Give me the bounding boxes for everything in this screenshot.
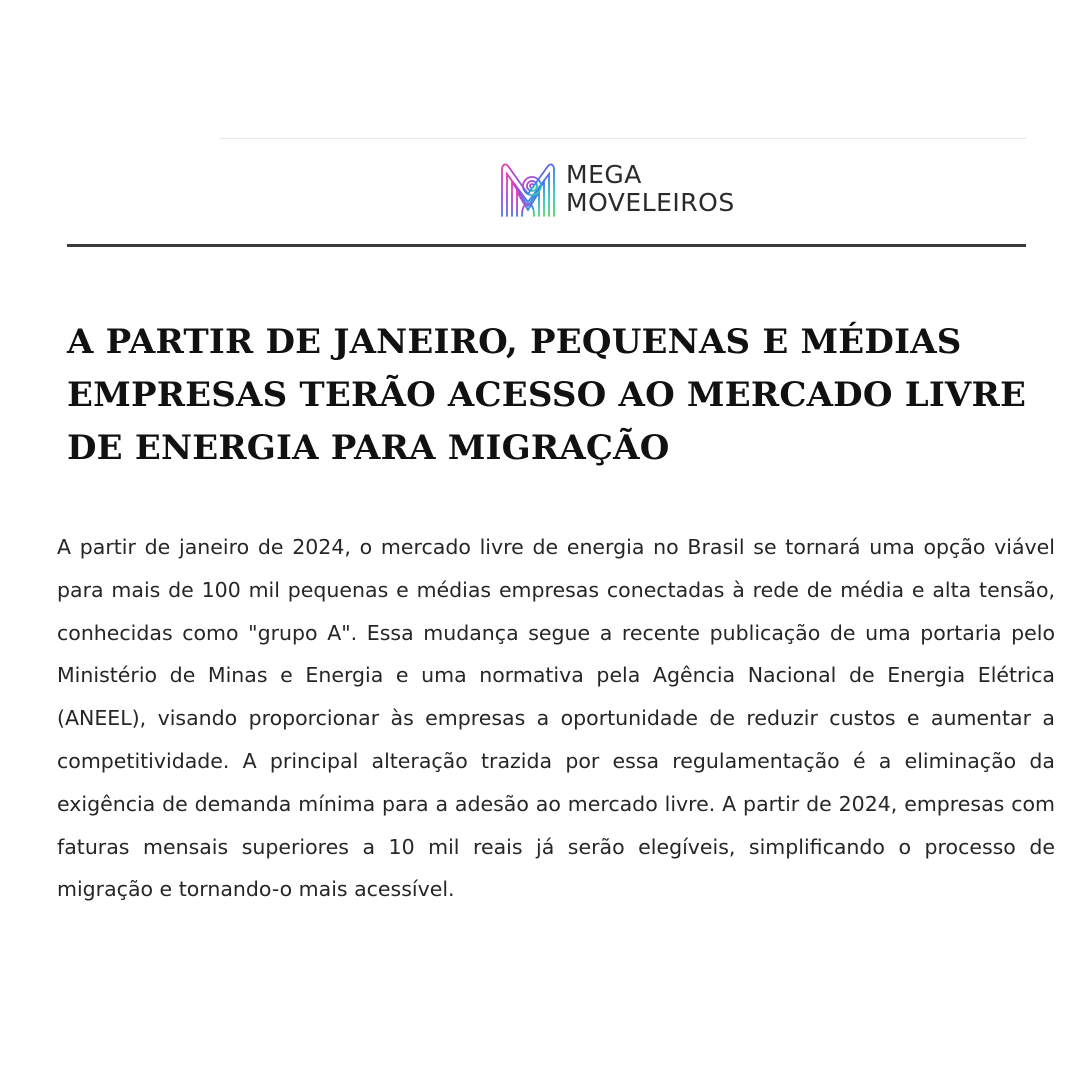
brand-line-1: MEGA [566, 160, 642, 189]
header-divider [67, 244, 1026, 247]
brand-line-2: MOVELEIROS [566, 188, 735, 217]
fingerprint-m-logo-icon [498, 160, 558, 218]
article-headline: A PARTIR DE JANEIRO, PEQUENAS E MÉDIAS EMPRESAS TERÃO ACESSO AO MERCADO LIVRE DE ENERGIA PARA MIGRAÇÃO [67, 322, 1027, 468]
brand-logo [498, 160, 735, 218]
top-divider [220, 138, 1026, 139]
article-body: A partir de janeiro de 2024, o mercado livre de energia no Brasil se tornará uma opção viável para mais de 100 mil pequenas e médias empresas conectadas à rede de média e alta tensão, conhecidas como "grupo A". Essa mudança segue a recente publicação de uma portaria pelo Ministério de Minas e Energia e uma normativa pela Agência Nacional de Energia Elétrica (ANEEL), visando proporcionar às empresas a oportunidade de reduzir custos e aumentar a competitividade. A principal alteração trazida por essa regulamentação é a eliminação da exigência de demanda mínima para a adesão ao mercado livre. A partir de 2024, empresas com faturas mensais superiores a 10 mil reais já serão elegíveis, simplificando o processo de migração e tornando-o mais acessível. [57, 535, 1055, 902]
brand-wordmark [566, 161, 735, 217]
